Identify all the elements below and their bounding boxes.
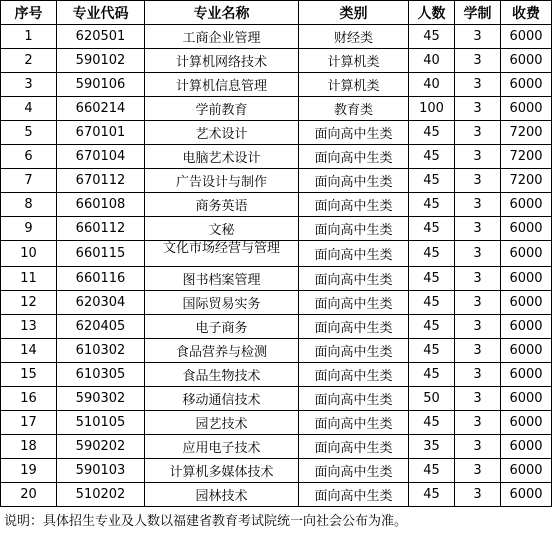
table-cell: 6000: [501, 483, 552, 507]
table-cell: 3: [455, 363, 501, 387]
table-cell: 11: [1, 267, 57, 291]
table-cell: 食品营养与检测: [145, 339, 299, 363]
table-cell: 510202: [57, 483, 145, 507]
table-cell: 3: [455, 217, 501, 241]
table-row: [1, 49, 552, 73]
table-cell: 45: [409, 315, 455, 339]
table-cell: 园林技术: [145, 483, 299, 507]
table-cell: 6000: [501, 411, 552, 435]
table-cell: 面向高中生类: [299, 411, 409, 435]
table-cell: 3: [455, 315, 501, 339]
table-cell: 20: [1, 483, 57, 507]
table-row: [1, 97, 552, 121]
table-cell: 面向高中生类: [299, 315, 409, 339]
table-row: [1, 241, 552, 267]
table-cell: 6000: [501, 339, 552, 363]
table-cell: 590202: [57, 435, 145, 459]
table-cell: 7200: [501, 121, 552, 145]
table-cell: 40: [409, 49, 455, 73]
table-cell: 面向高中生类: [299, 363, 409, 387]
table-cell: 3: [455, 435, 501, 459]
table-cell: 45: [409, 267, 455, 291]
table-cell: 40: [409, 73, 455, 97]
table-cell: 面向高中生类: [299, 387, 409, 411]
header-cell: 序号: [1, 1, 57, 25]
table-cell: 17: [1, 411, 57, 435]
table-cell: 广告设计与制作: [145, 169, 299, 193]
table-cell: 45: [409, 169, 455, 193]
table-cell: 7200: [501, 169, 552, 193]
table-cell: 610305: [57, 363, 145, 387]
table-row: [1, 145, 552, 169]
table-cell: 590106: [57, 73, 145, 97]
table-cell: 面向高中生类: [299, 193, 409, 217]
table-cell: 3: [455, 387, 501, 411]
table-cell: 园艺技术: [145, 411, 299, 435]
table-cell: 620501: [57, 25, 145, 49]
table-cell: 面向高中生类: [299, 217, 409, 241]
table-cell: 6000: [501, 97, 552, 121]
table-cell: 面向高中生类: [299, 267, 409, 291]
table-cell: 13: [1, 315, 57, 339]
table-cell: 3: [455, 459, 501, 483]
table-cell: 5: [1, 121, 57, 145]
table-cell: 660214: [57, 97, 145, 121]
table-cell: 45: [409, 363, 455, 387]
table-row: [1, 169, 552, 193]
table-cell: 面向高中生类: [299, 435, 409, 459]
table-cell: 610302: [57, 339, 145, 363]
header-cell: 专业名称: [145, 1, 299, 25]
table-row: [1, 25, 552, 49]
header-cell: 类别: [299, 1, 409, 25]
table-cell: 面向高中生类: [299, 145, 409, 169]
table-cell: 45: [409, 217, 455, 241]
table-cell: 6000: [501, 459, 552, 483]
table-cell: 6000: [501, 25, 552, 49]
table-cell: 3: [455, 291, 501, 315]
table-cell: 6000: [501, 291, 552, 315]
table-cell: 19: [1, 459, 57, 483]
table-row: [1, 291, 552, 315]
table-cell: 660115: [57, 241, 145, 267]
table-cell: 14: [1, 339, 57, 363]
table-cell: 45: [409, 121, 455, 145]
table-cell: 6: [1, 145, 57, 169]
table-row: [1, 483, 552, 507]
table-cell: 45: [409, 291, 455, 315]
table-cell: 590102: [57, 49, 145, 73]
table-cell: 6000: [501, 267, 552, 291]
table-cell: 620304: [57, 291, 145, 315]
table-cell: 6000: [501, 241, 552, 267]
table-cell: 660112: [57, 217, 145, 241]
table-cell: 6000: [501, 193, 552, 217]
table-cell: 3: [455, 25, 501, 49]
table-row: [1, 267, 552, 291]
table-cell: 6000: [501, 315, 552, 339]
table-row: [1, 339, 552, 363]
table-cell: 45: [409, 411, 455, 435]
table-cell: 电子商务: [145, 315, 299, 339]
table-cell: 商务英语: [145, 193, 299, 217]
table-cell: 670112: [57, 169, 145, 193]
table-cell: 50: [409, 387, 455, 411]
table-cell: 面向高中生类: [299, 121, 409, 145]
table-cell: 7: [1, 169, 57, 193]
table-row: [1, 387, 552, 411]
table-cell: 6000: [501, 49, 552, 73]
table-cell: 6000: [501, 217, 552, 241]
table-cell: 计算机信息管理: [145, 73, 299, 97]
table-row: [1, 411, 552, 435]
table-cell: 45: [409, 241, 455, 267]
table-cell: 15: [1, 363, 57, 387]
table-cell: 45: [409, 145, 455, 169]
table-cell: 3: [455, 73, 501, 97]
table-cell: 620405: [57, 315, 145, 339]
header-cell: 专业代码: [57, 1, 145, 25]
table-cell: 计算机网络技术: [145, 49, 299, 73]
table-cell: 图书档案管理: [145, 267, 299, 291]
table-cell: 面向高中生类: [299, 483, 409, 507]
table-cell: 面向高中生类: [299, 339, 409, 363]
table-cell: 510105: [57, 411, 145, 435]
table-row: [1, 193, 552, 217]
table-cell: 45: [409, 193, 455, 217]
table-cell: 国际贸易实务: [145, 291, 299, 315]
table-cell: 45: [409, 483, 455, 507]
footnote: 说明：具体招生专业及人数以福建省教育考试院统一向社会公布为准。: [4, 514, 408, 529]
table-cell: 3: [455, 411, 501, 435]
table-cell: 计算机类: [299, 73, 409, 97]
table-cell: 计算机多媒体技术: [145, 459, 299, 483]
table-cell: 3: [455, 193, 501, 217]
table-cell: 3: [1, 73, 57, 97]
table-cell: 4: [1, 97, 57, 121]
table-cell: 3: [455, 97, 501, 121]
table-cell: 3: [455, 241, 501, 267]
table-cell: 移动通信技术: [145, 387, 299, 411]
table-cell: 670104: [57, 145, 145, 169]
table-cell: 590103: [57, 459, 145, 483]
header-row: [1, 1, 552, 25]
table-row: [1, 363, 552, 387]
table-cell: 3: [455, 339, 501, 363]
table-cell: 面向高中生类: [299, 241, 409, 267]
table-cell: 计算机类: [299, 49, 409, 73]
table-cell: 660116: [57, 267, 145, 291]
table-row: [1, 435, 552, 459]
table-cell: 670101: [57, 121, 145, 145]
table-cell: 6000: [501, 387, 552, 411]
header-cell: 学制: [455, 1, 501, 25]
table-cell: 10: [1, 241, 57, 267]
table-cell: 财经类: [299, 25, 409, 49]
table-cell: 9: [1, 217, 57, 241]
table-cell: 6000: [501, 363, 552, 387]
table-cell: 文秘: [145, 217, 299, 241]
table-cell: 文化市场经营与管理: [145, 241, 299, 267]
table-row: [1, 121, 552, 145]
table-cell: 660108: [57, 193, 145, 217]
table-cell: 35: [409, 435, 455, 459]
table-cell: 电脑艺术设计: [145, 145, 299, 169]
table-cell: 工商企业管理: [145, 25, 299, 49]
table-cell: 8: [1, 193, 57, 217]
table-cell: 45: [409, 25, 455, 49]
table-cell: 3: [455, 483, 501, 507]
table-cell: 12: [1, 291, 57, 315]
table-cell: 3: [455, 145, 501, 169]
table-cell: 3: [455, 267, 501, 291]
table-row: [1, 73, 552, 97]
table-cell: 45: [409, 459, 455, 483]
table-cell: 3: [455, 121, 501, 145]
table-row: [1, 315, 552, 339]
table-cell: 16: [1, 387, 57, 411]
table-cell: 7200: [501, 145, 552, 169]
table-cell: 3: [455, 169, 501, 193]
table-cell: 应用电子技术: [145, 435, 299, 459]
table-cell: 590302: [57, 387, 145, 411]
table-cell: 面向高中生类: [299, 169, 409, 193]
table-cell: 学前教育: [145, 97, 299, 121]
table-cell: 1: [1, 25, 57, 49]
table-cell: 45: [409, 339, 455, 363]
table-row: [1, 217, 552, 241]
table-cell: 面向高中生类: [299, 459, 409, 483]
table-cell: 2: [1, 49, 57, 73]
table-cell: 18: [1, 435, 57, 459]
table-cell: 100: [409, 97, 455, 121]
table-row: [1, 459, 552, 483]
table-cell: 3: [455, 49, 501, 73]
table-cell: 食品生物技术: [145, 363, 299, 387]
header-cell: 收费: [501, 1, 552, 25]
table-cell: 艺术设计: [145, 121, 299, 145]
table-cell: 6000: [501, 435, 552, 459]
header-cell: 人数: [409, 1, 455, 25]
table-cell: 6000: [501, 73, 552, 97]
table-cell: 面向高中生类: [299, 291, 409, 315]
table-cell: 教育类: [299, 97, 409, 121]
